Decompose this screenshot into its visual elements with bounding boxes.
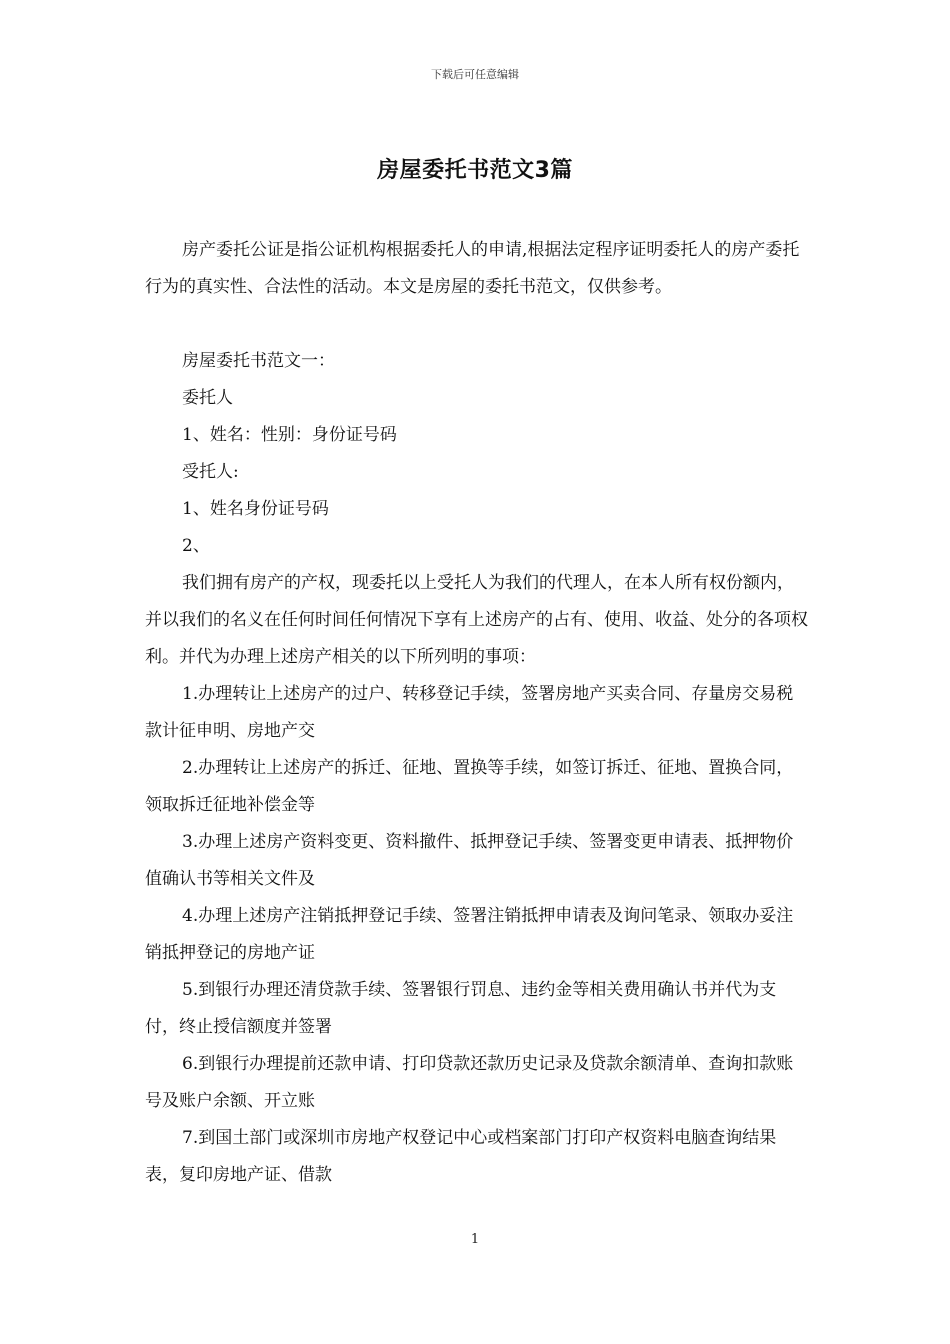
- principal-line: 1、姓名：性别：身份证号码: [182, 425, 397, 445]
- intro-paragraph: 房产委托公证是指公证机构根据委托人的申请,根据法定程序证明委托人的房产委托行为的真实性、合法性的活动。本文是房屋的委托书范文，仅供参考。: [145, 240, 800, 297]
- list-item: 4.办理上述房产注销抵押登记手续、签署注销抵押申请表及询问笔录、领取办妥注销抵押登记的房地产证: [145, 906, 794, 963]
- agent-line-1: 1、姓名身份证号码: [182, 499, 329, 519]
- list-item: 1.办理转让上述房产的过户、转移登记手续，签署房地产买卖合同、存量房交易税款计征申明、房地产交: [145, 684, 794, 741]
- authorization-paragraph: 我们拥有房产的产权，现委托以上受托人为我们的代理人，在本人所有权份额内，并以我们的名义在任何时间任何情况下享有上述房产的占有、使用、收益、处分的各项权利。并代为办理上述房产相关的以下所列明的事项：: [145, 573, 808, 667]
- list-item: 6.到银行办理提前还款申请、打印贷款还款历史记录及贷款余额清单、查询扣款账号及账户余额、开立账: [145, 1054, 794, 1111]
- agent-line-2: 2、: [182, 536, 210, 556]
- section-title: 房屋委托书范文一：: [182, 351, 335, 371]
- page-number: 1: [470, 1232, 480, 1247]
- list-item: 2.办理转让上述房产的拆迁、征地、置换等手续，如签订拆迁、征地、置换合同，领取拆迁征地补偿金等: [145, 758, 794, 815]
- list-item: 5.到银行办理还清贷款手续、签署银行罚息、违约金等相关费用确认书并代为支付，终止授信额度并签署: [145, 980, 777, 1037]
- principal-label: 委托人: [182, 388, 233, 408]
- list-item: 3.办理上述房产资料变更、资料撤件、抵押登记手续、签署变更申请表、抵押物价值确认书等相关文件及: [145, 832, 794, 889]
- agent-label: 受托人:: [182, 462, 239, 482]
- header-note: 下载后可任意编辑: [431, 68, 519, 81]
- list-item: 7.到国土部门或深圳市房地产权登记中心或档案部门打印产权资料电脑查询结果表，复印房地产证、借款: [145, 1128, 777, 1185]
- document-title: 房屋委托书范文3篇: [377, 158, 573, 183]
- letter-section: [145, 343, 810, 1194]
- intro-section: [145, 232, 810, 306]
